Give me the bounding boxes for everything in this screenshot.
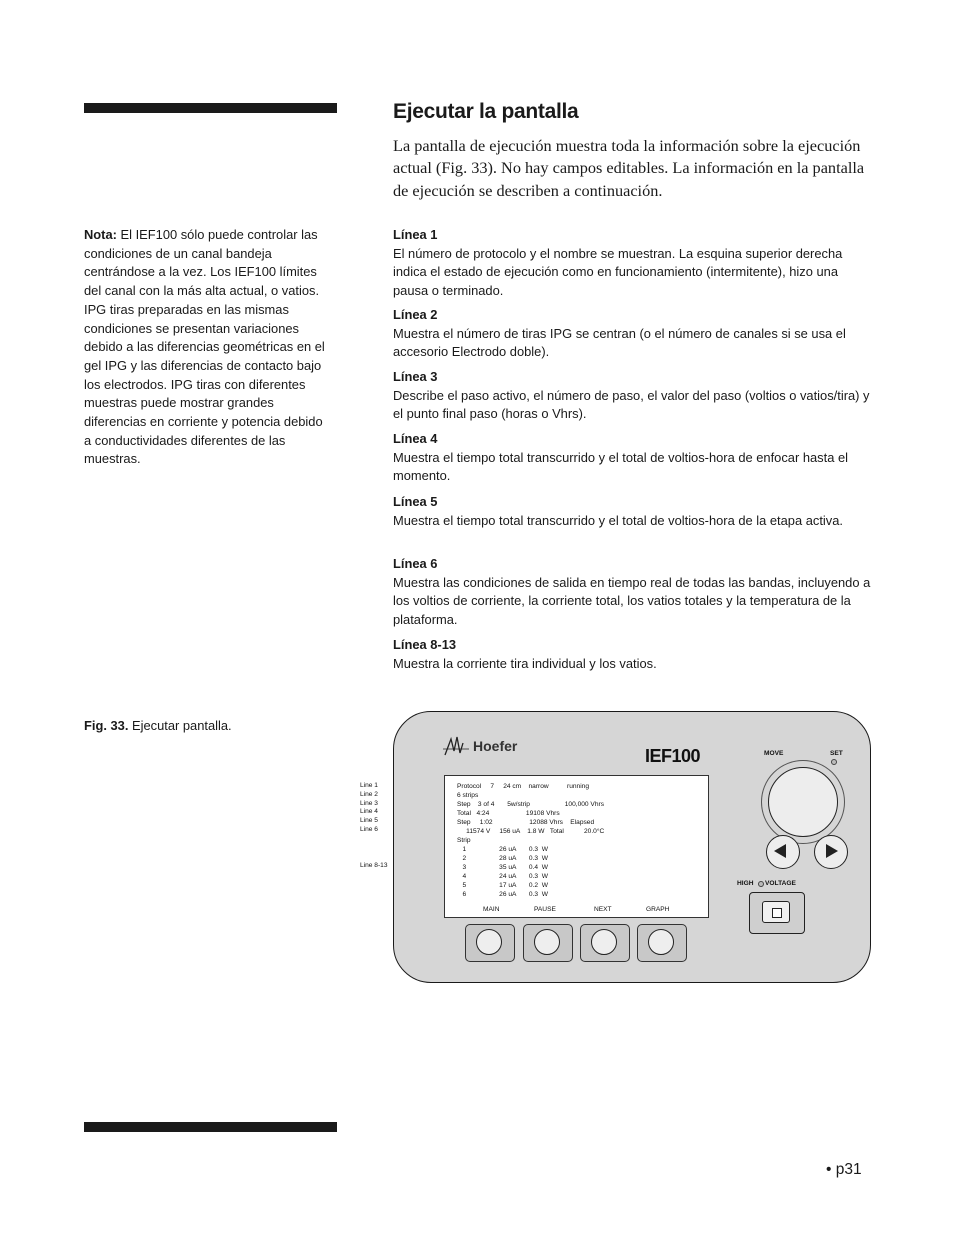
strip-number: 3 [462,864,467,871]
high-voltage-button[interactable] [762,901,790,923]
control-dial[interactable] [768,767,838,837]
line-heading: Línea 3 [393,369,438,384]
lcd-field: 19108 Vhrs [525,810,560,817]
line-item-1 [393,226,871,301]
line-body: El número de protocolo y el nombre se muestran. La esquina superior derecha indica el estado de ejecución como en funcionamiento (intermitente), hizo una pausa o terminado. [393,245,843,299]
lcd-strip-row [457,864,548,873]
strip-current: 26 uA [499,846,517,853]
line-item-7 [393,636,871,673]
note-label: Nota: [84,227,117,242]
lcd-line-5 [457,819,594,828]
ief100-device-figure [393,711,871,983]
line-labels [360,782,378,835]
intro-paragraph: La pantalla de ejecución muestra toda la información sobre la ejecución actual (Fig. 33). No hay campos editables. La información en la pantalla de ejecución se describen a continuación. [393,136,865,200]
line-heading: Línea 5 [393,494,438,509]
lcd-field: Total [549,828,564,835]
high-label: HIGH [737,880,754,887]
right-arrow-button[interactable] [814,835,848,869]
strip-current: 35 uA [499,864,517,871]
lcd-screen [444,775,709,918]
high-voltage-button-frame [749,892,805,934]
lcd-field: Total [457,810,471,817]
lcd-line-6 [457,828,604,837]
lcd-field: 3 of 4 [477,801,495,808]
line-heading: Línea 8-13 [393,637,457,652]
strip-current: 17 uA [499,882,517,889]
lcd-field: 4:24 [476,810,490,817]
strip-number: 2 [462,855,467,862]
lcd-field: 11574 V [466,828,491,835]
line-label: Line 4 [360,808,378,816]
strip-watts: 0.4 W [528,864,548,871]
strip-current: 28 uA [499,855,517,862]
right-arrow-icon [826,844,838,858]
lcd-strip-row [457,846,548,855]
softkey-label-pause: PAUSE [534,906,556,913]
line-label: Line 1 [360,782,378,789]
bottom-rule [84,1122,337,1132]
lcd-line-3 [457,801,604,810]
line-heading: Línea 6 [393,556,438,571]
brand-name: Hoefer [473,738,518,754]
strip-watts: 0.2 W [528,882,548,889]
line-label-strips: Line 8-13 [360,862,388,869]
pause-softkey-button[interactable] [523,924,573,962]
lcd-field: 1:02 [479,819,493,826]
lcd-strip-header: Strip [457,837,471,844]
hoefer-logo-icon [443,733,471,761]
line-item-4 [393,430,871,486]
line-item-6 [393,555,871,630]
line-body: Muestra el tiempo total transcurrido y el total de voltios-hora de enfocar hasta el momento. [393,449,848,484]
lcd-field: 24 cm [503,783,522,790]
figure-caption [84,717,232,735]
softkey-label-next: NEXT [594,906,612,913]
line-label: Line 6 [360,825,378,833]
line-label: Line 3 [360,799,378,807]
set-label: SET [830,750,843,757]
lcd-field: 12088 Vhrs [529,819,563,826]
strip-number: 5 [462,882,467,889]
line-body: Muestra las condiciones de salida en tiempo real de todas las bandas, incluyendo a los voltios de corriente, la corriente total, los vatios totales y la temperatura de la plataforma. [393,574,871,628]
section-title: Ejecutar la pantalla [393,100,579,123]
strip-watts: 0.3 W [528,891,548,898]
strip-current: 24 uA [499,873,517,880]
strip-watts: 0.3 W [528,873,548,880]
model-name: IEF100 [645,746,701,766]
main-softkey-button[interactable] [465,924,515,962]
strip-current: 26 uA [499,891,517,898]
lcd-field: narrow [528,783,549,790]
stop-square-icon [772,908,782,918]
line-heading: Línea 4 [393,431,438,446]
lcd-field: Elapsed [570,819,595,826]
line-body: Describe el paso activo, el número de paso, el valor del paso (voltios o vatios/tira) y el punto final paso (horas o Vhrs). [393,387,870,422]
lcd-field: Protocol [457,783,482,790]
lcd-field: 7 [490,783,495,790]
voltage-label: VOLTAGE [765,880,796,887]
caption-label: Fig. 33. [84,718,129,733]
strip-number: 4 [462,873,467,880]
page-number: • p31 [826,1161,862,1178]
left-arrow-button[interactable] [766,835,800,869]
note-text: El IEF100 sólo puede controlar las condiciones de un canal bandeja centrándose a la vez. Los IEF100 límites del canal con la más alta actual, o vatios. IPG tiras preparadas en las mismas condiciones se presentan variaciones debido a las diferencias geométricas en el gel IPG y las diferencias de contacto bajo los electrodos. IPG tiras con diferentes muestras puede mostrar grandes diferencias en corriente y potencia debido a conductividades diferentes de las muestras. [84,227,325,467]
softkey-label-graph: GRAPH [646,906,670,913]
strip-number: 6 [462,891,467,898]
lcd-line-2: 6 strips [457,792,479,799]
softkey-label-main: MAIN [483,906,500,913]
side-note [84,226,332,469]
lcd-field: 20.0°C [584,828,605,835]
line-heading: Línea 1 [393,227,438,242]
lcd-field: 5w/strip [507,801,530,808]
line-heading: Línea 2 [393,307,438,322]
line-item-3 [393,368,871,424]
strip-number: 1 [462,846,467,853]
strip-watts: 0.3 W [528,855,548,862]
lcd-strip-row [457,855,548,864]
next-softkey-button[interactable] [580,924,630,962]
lcd-field: Step [457,801,471,808]
lcd-field: Step [457,819,471,826]
line-item-2 [393,306,871,362]
set-led-icon [831,759,837,765]
lcd-line-4 [457,810,560,819]
move-label: MOVE [764,750,784,757]
line-body: Muestra el número de tiras IPG se centran (o el número de canales si se usa el accesorio Electrodo doble). [393,325,846,360]
lcd-field: 100,000 Vhrs [564,801,604,808]
voltage-led-icon [758,881,764,887]
strip-watts: 0.3 W [528,846,548,853]
left-arrow-icon [774,844,786,858]
lcd-field: running [567,783,589,790]
graph-softkey-button[interactable] [637,924,687,962]
lcd-strip-row [457,891,548,900]
line-label: Line 2 [360,790,378,798]
lcd-field: 1.8 W [527,828,545,835]
lcd-strip-row [457,873,548,882]
line-body: Muestra el tiempo total transcurrido y el total de voltios-hora de la etapa activa. [393,512,843,528]
line-label: Line 5 [360,817,378,825]
lcd-field: 156 uA [499,828,520,835]
caption-text: Ejecutar pantalla. [132,718,232,733]
line-body: Muestra la corriente tira individual y los vatios. [393,655,657,671]
lcd-line-1 [457,783,589,792]
line-item-5 [393,493,871,530]
top-rule [84,103,337,113]
lcd-strip-row [457,882,548,891]
